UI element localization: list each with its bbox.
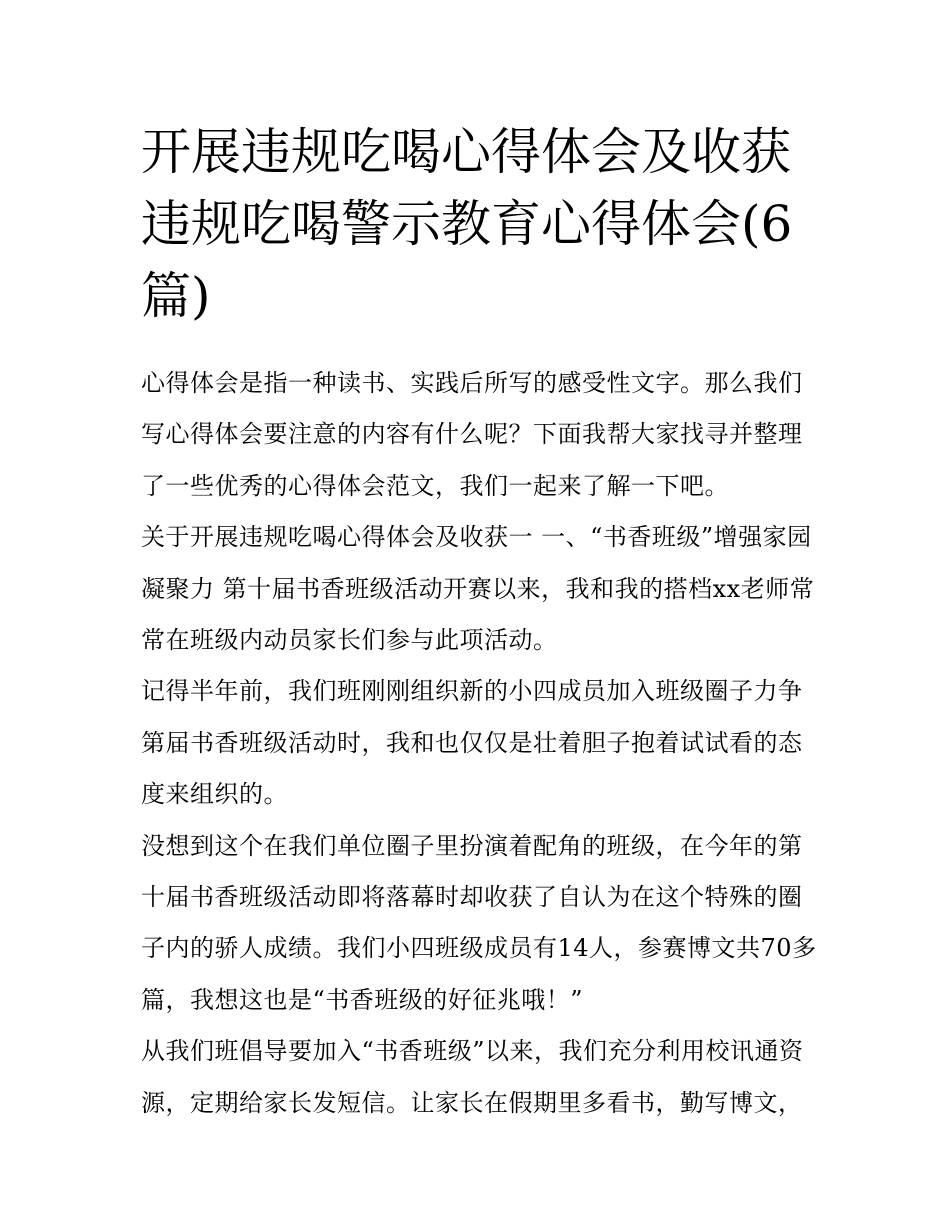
paragraph-intro: 心得体会是指一种读书、实践后所写的感受性文字。那么我们写心得体会要注意的内容有什么呢？下面我帮大家找寻并整理了一些优秀的心得体会范文，我们一起来了解一下吧。 <box>141 369 803 500</box>
paragraph-1: 关于开展违规吃喝心得体会及收获一 一、“书香班级”增强家园凝聚力 第十届书香班级活动开赛以来，我和我的搭档xx老师常常在班级内动员家长们参与此项活动。 <box>141 523 815 655</box>
document-page <box>141 116 821 1129</box>
document-body <box>141 358 821 1129</box>
paragraph-4: 从我们班倡导要加入“书香班级”以来，我们充分利用校讯通资源，定期给家长发短信。让家长在假期里多看书，勤写博文， <box>141 1037 804 1117</box>
document-title: 开展违规吃喝心得体会及收获违规吃喝警示教育心得体会(6篇) <box>141 123 793 325</box>
paragraph-2: 记得半年前，我们班刚刚组织新的小四成员加入班级圈子力争第届书香班级活动时，我和也仅仅是壮着胆子抱着试试看的态度来组织的。 <box>141 677 803 809</box>
paragraph-3: 没想到这个在我们单位圈子里扮演着配角的班级，在今年的第十届书香班级活动即将落幕时却收获了自认为在这个特殊的圈子内的骄人成绩。我们小四班级成员有14人，参赛博文共70多篇，我想这也是“书香班级的好征兆哦！” <box>141 831 817 1014</box>
